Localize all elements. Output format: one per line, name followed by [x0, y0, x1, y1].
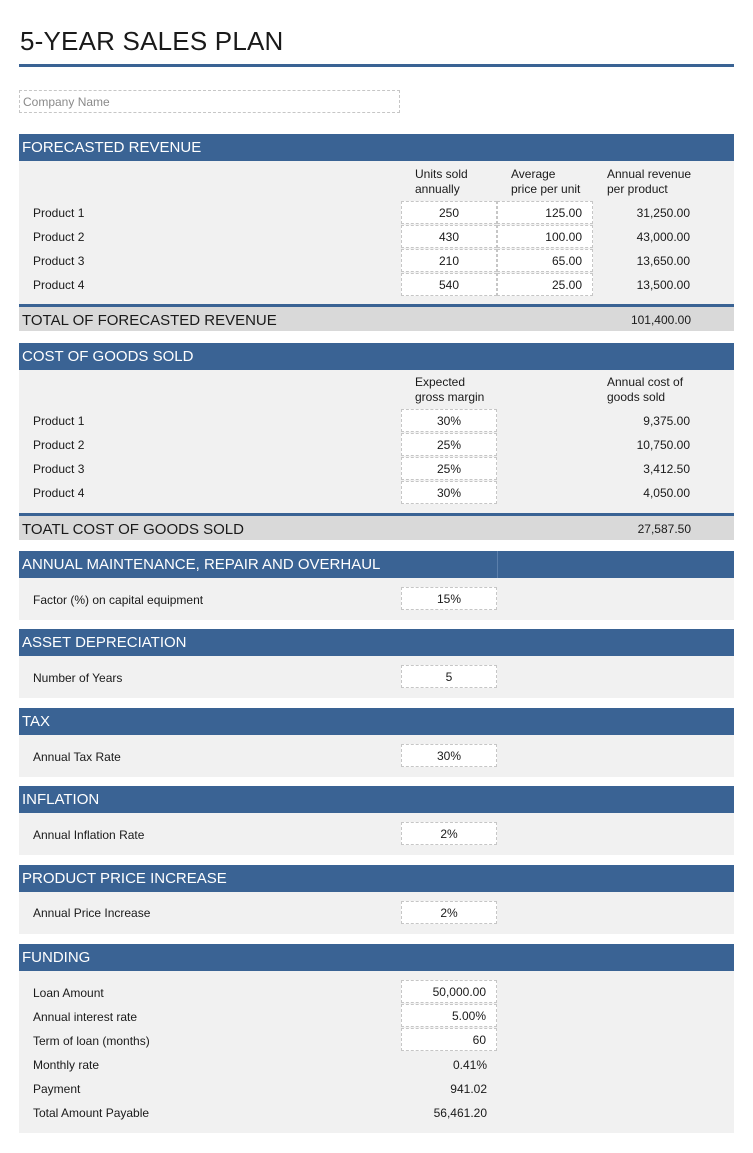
units-input[interactable]: 430 [401, 225, 497, 248]
section-header-depreciation: ASSET DEPRECIATION [19, 629, 734, 656]
total-cogs-value: 27,587.50 [637, 522, 691, 536]
cost-value: 3,412.50 [643, 462, 690, 476]
monthly-rate-label: Monthly rate [33, 1058, 100, 1072]
total-cogs-row [19, 513, 734, 540]
gross-margin-input[interactable]: 30% [401, 481, 497, 504]
inflation-rate-input[interactable]: 2% [401, 822, 497, 845]
total-cogs-label: TOATL COST OF GOODS SOLD [22, 521, 244, 538]
col-header-gross-margin: Expected gross margin [415, 375, 485, 404]
payment-label: Payment [33, 1082, 81, 1096]
total-payable-label: Total Amount Payable [33, 1106, 150, 1120]
col-header-price: Average price per unit [511, 167, 581, 196]
funding-panel [19, 971, 734, 1133]
price-input[interactable]: 125.00 [497, 201, 593, 224]
cogs-panel [19, 370, 734, 513]
price-increase-panel [19, 892, 734, 934]
price-input[interactable]: 25.00 [497, 273, 593, 296]
payment-value: 941.02 [450, 1082, 487, 1096]
section-header-price-increase: PRODUCT PRICE INCREASE [19, 865, 734, 892]
cogs-row-label: Product 3 [33, 462, 85, 476]
col-header-annual-revenue: Annual revenue per product [607, 167, 692, 196]
total-payable-value: 56,461.20 [433, 1106, 487, 1120]
interest-rate-label: Annual interest rate [33, 1010, 138, 1024]
section-header-cogs: COST OF GOODS SOLD [19, 343, 734, 370]
loan-term-label: Term of loan (months) [33, 1034, 150, 1048]
revenue-row-label: Product 3 [33, 254, 85, 268]
gross-margin-input[interactable]: 30% [401, 409, 497, 432]
cogs-row-label: Product 1 [33, 414, 85, 428]
forecasted-revenue-panel [19, 161, 734, 304]
revenue-row-label: Product 2 [33, 230, 85, 244]
col-header-units: Units sold annually [415, 167, 468, 196]
depreciation-years-input[interactable]: 5 [401, 665, 497, 688]
inflation-panel [19, 813, 734, 855]
tax-rate-input[interactable]: 30% [401, 744, 497, 767]
maintenance-factor-input[interactable]: 15% [401, 587, 497, 610]
tax-panel [19, 735, 734, 777]
section-header-inflation: INFLATION [19, 786, 734, 813]
units-input[interactable]: 250 [401, 201, 497, 224]
interest-rate-input[interactable]: 5.00% [401, 1004, 497, 1027]
header-divider [497, 551, 498, 578]
section-header-funding: FUNDING [19, 944, 734, 971]
section-header-tax: TAX [19, 708, 734, 735]
tax-label: Annual Tax Rate [33, 750, 121, 764]
units-input[interactable]: 540 [401, 273, 497, 296]
units-input[interactable]: 210 [401, 249, 497, 272]
gross-margin-input[interactable]: 25% [401, 433, 497, 456]
annual-revenue-value: 13,500.00 [636, 278, 690, 292]
cost-value: 9,375.00 [643, 414, 690, 428]
monthly-rate-value: 0.41% [452, 1058, 487, 1072]
company-name-input[interactable]: Company Name [19, 90, 400, 113]
section-header-maintenance: ANNUAL MAINTENANCE, REPAIR AND OVERHAUL [19, 551, 734, 578]
total-forecasted-revenue-row [19, 304, 734, 331]
revenue-row-label: Product 1 [33, 206, 85, 220]
revenue-row-label: Product 4 [33, 278, 85, 292]
gross-margin-input[interactable]: 25% [401, 457, 497, 480]
section-header-forecasted-revenue: FORECASTED REVENUE [19, 134, 734, 161]
annual-revenue-value: 31,250.00 [636, 206, 690, 220]
page-title: 5-YEAR SALES PLAN [20, 26, 284, 56]
price-input[interactable]: 65.00 [497, 249, 593, 272]
annual-revenue-value: 43,000.00 [636, 230, 690, 244]
col-header-cost: Annual cost of goods sold [607, 375, 684, 404]
loan-amount-label: Loan Amount [33, 986, 104, 1000]
annual-revenue-value: 13,650.00 [636, 254, 690, 268]
inflation-label: Annual Inflation Rate [33, 828, 145, 842]
total-revenue-value: 101,400.00 [630, 313, 691, 327]
price-input[interactable]: 100.00 [497, 225, 593, 248]
price-increase-input[interactable]: 2% [401, 901, 497, 924]
cost-value: 4,050.00 [643, 486, 690, 500]
title-divider [19, 64, 734, 67]
loan-term-input[interactable]: 60 [401, 1028, 497, 1051]
cost-value: 10,750.00 [636, 438, 690, 452]
price-increase-label: Annual Price Increase [33, 906, 151, 920]
loan-amount-input[interactable]: 50,000.00 [401, 980, 497, 1003]
total-revenue-label: TOTAL OF FORECASTED REVENUE [22, 312, 277, 329]
depreciation-label: Number of Years [33, 671, 123, 685]
maintenance-label: Factor (%) on capital equipment [33, 593, 204, 607]
cogs-row-label: Product 4 [33, 486, 85, 500]
depreciation-panel [19, 656, 734, 698]
cogs-row-label: Product 2 [33, 438, 85, 452]
maintenance-panel [19, 578, 734, 620]
